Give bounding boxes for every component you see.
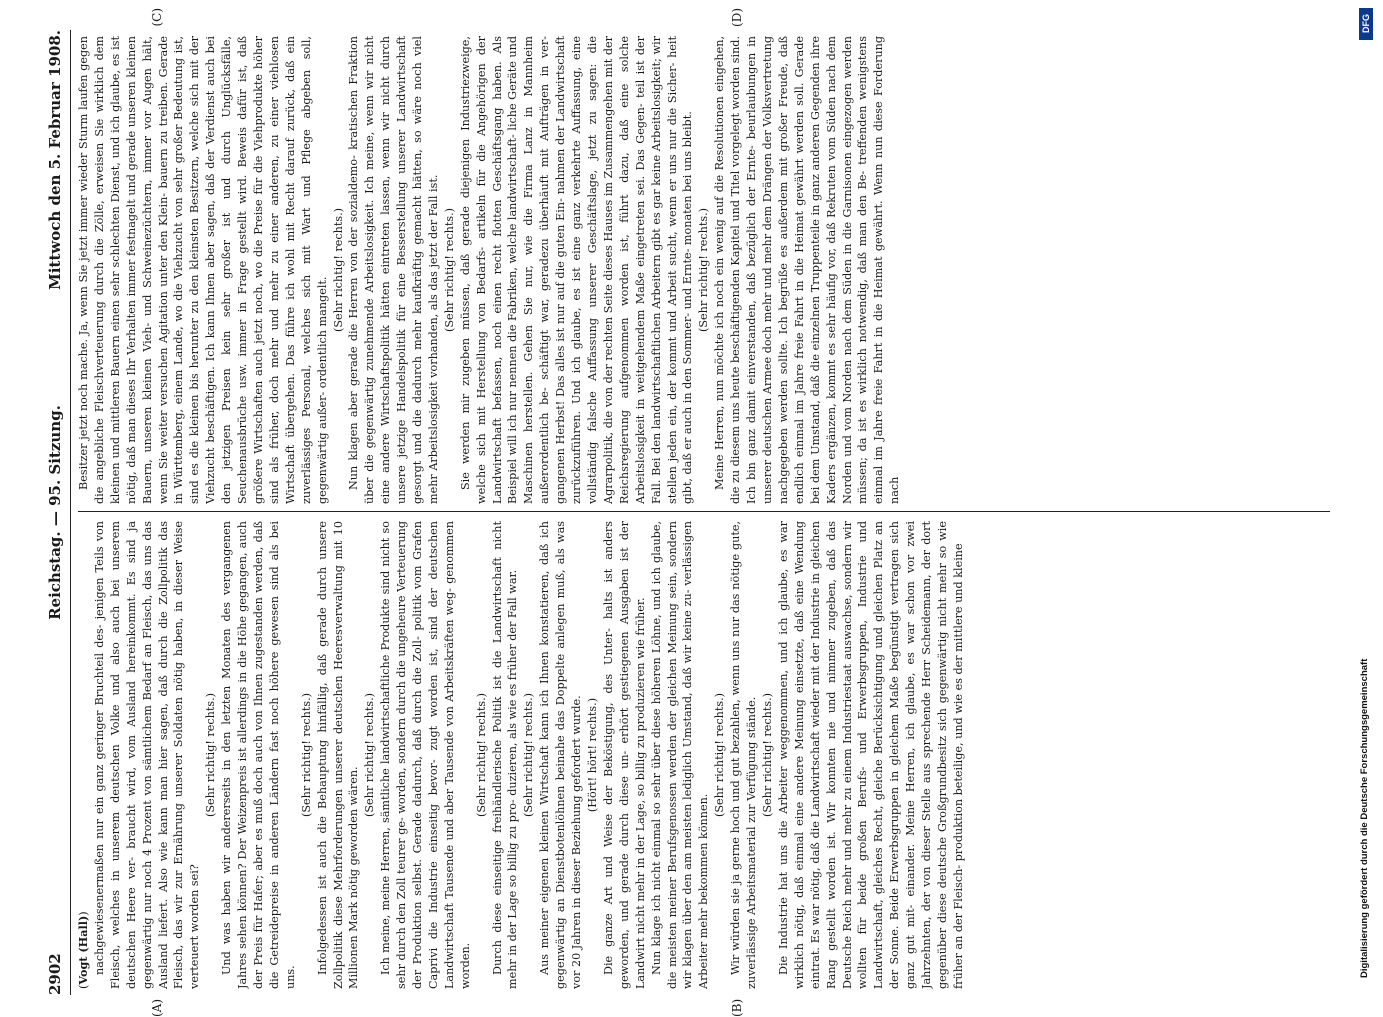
paragraph: Ich meine, meine Herren, sämtliche landwirtschaftliche Produkte sind nicht so sehr durch den Zoll teurer ge- worden, sondern durch die ungeheure Verteuerung der Produktion selbst. Gerade dadurch, daß durch die Zoll- politik vom Grafen Caprivi die Industrie einseitig bevor- zugt worden ist, sind der deutschen Landwirtschaft Tausende und aber Tausende von Arbeitskräften weg- genommen worden.	[379, 521, 472, 989]
speaker-line: (Vogt (Hall))	[76, 911, 90, 989]
paragraph: Nun klage ich nicht einmal so sehr über diese höheren Löhne, und ich glaube, die meisten meiner Berufsgenossen werden der gleichen Meinung sein, sondern wir klagen über den am meisten lediglich Umstand, daß wir keine zu- verlässigen Arbeiter mehr bekommen können.	[649, 521, 711, 989]
interjection: (Sehr richtig! rechts.)	[204, 692, 218, 818]
paragraph: Durch diese einseitige freihändlerische Politik ist die Landwirtschaft nicht mehr in der Lage so billig zu pro- duzieren, als wie es früher der Fall war.	[490, 521, 520, 989]
newspaper-page	[40, 8, 1330, 1017]
interjection: (Sehr richtig! rechts.)	[474, 692, 488, 818]
interjection: (Sehr richtig! rechts.)	[760, 692, 774, 818]
speaker-name: Vogt (Hall)	[76, 915, 90, 985]
margin-marker-c: (C)	[150, 8, 164, 27]
margin-marker-b: (B)	[730, 998, 744, 1017]
column-divider	[78, 512, 1330, 513]
paragraph: Besitzer jetzt noch mache. Ja, wenn Sie jetzt immer wieder Sturm laufen gegen die angebliche Fleischverteuerung durch die Zölle, erweisen Sie wirklich dem kleinen und mittleren Bauern einen sehr schlechten Dienst, und ich glaube, es ist nötig, daß man dieses Ihr Verhalten immer festnagelt und gerade unseren kleinen Bauern, unseren kleinen Vieh- und Schweinezüchtern, immer vor Augen hält, wenn Sie weiter versuchen Agitation unter den Klein- bauern zu treiben. Gerade in Württemberg, einem Lande, wo die Viehzucht von sehr großer Bedeutung ist, sind es die kleinen bis herunter zu den kleinsten Besitzern, welche sich mit der Viehzucht beschäftigen. Ich kann Ihnen aber sagen, daß der Verdienst auch bei den jetzigen Preisen kein sehr großer ist und durch Unglücksfälle, Seuchenausbrüche usw. immer in Frage gestellt wird. Beweis dafür ist, daß größere Wirtschaften auch jetzt noch, wo die Preise für die Viehprodukte höher sind als früher, doch mehr und mehr zu einer anderen, zu einer viehlosen Wirtschaft übergehen. Das führe ich wohl mit Recht darauf zurück, daß ein zuverlässiges Personal, welches sich mit Wart und Pflege abgeben soll, gegenwärtig außer- ordentlich mangelt.	[77, 36, 329, 504]
page-title: Reichstag. — 95. Sitzung.	[46, 405, 64, 620]
margin-marker-d: (D)	[730, 8, 744, 27]
interjection: (Sehr richtig! rechts.)	[522, 692, 536, 818]
paragraph: Aus meiner eigenen kleinen Wirtschaft kann ich Ihnen konstatieren, daß ich gegenwärtig an Dienstbotenlöhnen beinahe das Doppelte anlegen muß, als was vor 20 Jahren in dieser Beziehung gefordert wurde.	[538, 521, 584, 989]
paragraph: Meine Herren, nun möchte ich noch ein wenig auf die Resolutionen eingehen, die zu diesem uns heute beschäftigenden Kapitel und Titel vorgelegt worden sind. Ich bin ganz damit einverstanden, daß bezüglich der Ernte- beurlaubungen in unserer deutschen Armee doch mehr und mehr dem Drängen der Volksvertretung nachgegeben werden sollte. Ich begrüße es außerdem mit großer Freude, daß endlich einmal im Jahre freie Fahrt in die Heimat gewährt werden soll. Gerade bei dem Umstand, daß die einzelnen Truppenteile in ganz anderen Gegenden ihre Kaders ergänzen, kommt es sehr häufig vor, daß Rekruten vom Süden nach dem Norden und vom Norden nach dem Süden in die Garnisonen eingezogen werden müssen; da ist es wirklich notwendig, daß man den Be- treffenden wenigstens einmal im Jahre freie Fahrt in die Heimat gewährt. Wenn nun diese Forderung nach	[713, 36, 902, 504]
paragraph: Die ganze Art und Weise der Beköstigung, des Unter- halts ist anders geworden, und gerade durch diese un- erhört gestiegenen Ausgaben ist der Landwirt nicht mehr in der Lage, so billig zu produzieren wie früher.	[601, 521, 647, 989]
left-column	[76, 521, 1326, 989]
page-date: Mittwoch den 5. Februar 1908.	[46, 30, 64, 290]
dfg-logo: DFG	[1359, 8, 1373, 40]
interjection: (Sehr richtig! rechts.)	[442, 207, 456, 333]
interjection: (Sehr richtig! rechts.)	[299, 692, 313, 818]
paragraph: Nun klagen aber gerade die Herren von der sozialdemo- kratischen Fraktion über die gegenwärtig zunehmende Arbeitslosigkeit. Ich meine, wenn wir nicht eine andere Wirtschaftspolitik hätten eintreten lassen, wenn wir nicht durch unsere jetzige Handelspolitik für eine Besserstellung unserer Landwirtschaft gesorgt und die dadurch mehr kaufkräftig gemacht hätten, so wäre noch viel mehr Arbeitslosigkeit vorhanden, als das jetzt der Fall ist.	[347, 36, 440, 504]
rotated-page	[40, 8, 1330, 1017]
paragraph: Wir würden sie ja gerne hoch und gut bezahlen, wenn uns nur das nötige gute, zuverlässige Arbeitsmaterial zur Verfügung stände.	[729, 521, 759, 989]
interjection: (Sehr richtig! rechts.)	[713, 692, 727, 818]
paragraph: Und was haben wir andererseits in den letzten Monaten des vergangenen Jahres sehen können? Der Weizenpreis ist allerdings in die Höhe gegangen, auch der Preis für Hafer; aber es muß doch auch von Ihnen zugestanden werden, daß die Getreidepreise in anderen Ländern fast noch höhere gewesen sind als bei uns.	[220, 521, 297, 989]
interjection: (Sehr richtig! rechts.)	[331, 207, 345, 333]
page-number: 2902	[46, 953, 64, 995]
paragraph: Infolgedessen ist auch die Behauptung hinfällig, daß gerade durch unsere Zollpolitik diese Mehrforderungen unserer deutschen Heeresverwaltung mit 10 Millionen Mark nötig geworden wären.	[315, 521, 361, 989]
margin-marker-a: (A)	[150, 998, 164, 1017]
interjection: (Sehr richtig! rechts.)	[697, 207, 711, 333]
digitization-credit: Digitalisierung gefördert durch die Deutsche Forschungsgemeinschaft	[1359, 658, 1370, 978]
paragraph: Sie werden mir zugeben müssen, daß gerade diejenigen Industriezweige, welche sich mit Herstellung von Bedarfs- artikeln für die Angehörigen der Landwirtschaft befassen, noch einen recht flotten Geschäftsgang haben. Als Beispiel will ich nur nennen die Fabriken, welche landwirtschaft- liche Geräte und Maschinen herstellen. Gehen Sie nur, wie die Firma Lanz in Mannheim außerordentlich be- schäftigt war, geradezu überhäuft mit Aufträgen in ver- gangenen Herbst! Das alles ist nur auf die guten Ein- nahmen der Landwirtschaft zurückzuführen. Und ich glaube, es ist eine ganz verkehrte Auffassung, eine vollständig falsche Auffassung unserer Geschäftslage, jetzt zu sagen: die Agrarpolitik, die von der rechten Seite dieses Hauses im Zusammengehen mit der Reichsregierung aufgenommen worden ist, führt dazu, daß eine solche Arbeitslosigkeit in weitgehendem Maße eingetreten sei. Das Gegen- teil ist der Fall. Bei den landwirtschaftlichen Arbeitern gibt es gar keine Arbeitslosigkeit; wir stellen jeden ein, der kommt und Arbeit sucht, wenn er uns nur die Sicher- heit gibt, daß er auch in den Sommer- und Ernte- monaten bei uns bleibt.	[458, 36, 695, 504]
right-column	[76, 36, 1326, 504]
interjection: (Sehr richtig! rechts.)	[363, 692, 377, 818]
page-header	[40, 30, 71, 995]
paragraph: Die Industrie hat uns die Arbeiter weggenommen, und ich glaube, es war wirklich nötig, daß einmal eine andere Meinung einsetzte, daß eine Wendung eintrat. Es war nötig, daß die Landwirtschaft wieder mit der Industrie in gleichen Rang gestellt worden ist. Wir konnten nie und nimmer zugeben, daß das Deutsche Reich mehr und mehr zu einem Industriestaat auswachse, sondern wir wollten für beide großen Berufs- und Erwerbsgruppen, Industrie und Landwirtschaft, gleiches Recht, gleiche Berücksichtigung und gleichen Platz an der Sonne. Beide Erwerbsgruppen in gleichem Maße begünstigt vertragen sich ganz gut mit- einander. Meine Herren, ich glaube, es war schon vor zwei Jahrzehnten, der von dieser Stelle aus sprechende Herr Scheidemann, der dort gegenüber diese deutsche Großgrundbesitz sich gegenwärtig nicht mehr so wie früher an der Fleisch- produktion beteilige, und wie es der mittlere und kleine	[776, 521, 965, 989]
interjection: (Hört! hört! rechts.)	[586, 697, 599, 813]
paragraph: nachgewiesenermaßen nur ein ganz geringer Bruchteil des- jenigen Teils von Fleisch, welches in unserem deutschen Volke und also auch bei unserem deutschen Heere ver- braucht wird, vom Ausland hereinkommt. Es sind ja gegenwärtig nur noch 4 Prozent von sämtlichem Bedarf an Fleisch, das uns das Ausland liefert. Also wie kann man hier sagen, daß durch die Zollpolitik das Fleisch, das wir zur Ernährung unserer Soldaten nötig haben, in dieser Weise verteuert worden sei?	[92, 521, 202, 989]
